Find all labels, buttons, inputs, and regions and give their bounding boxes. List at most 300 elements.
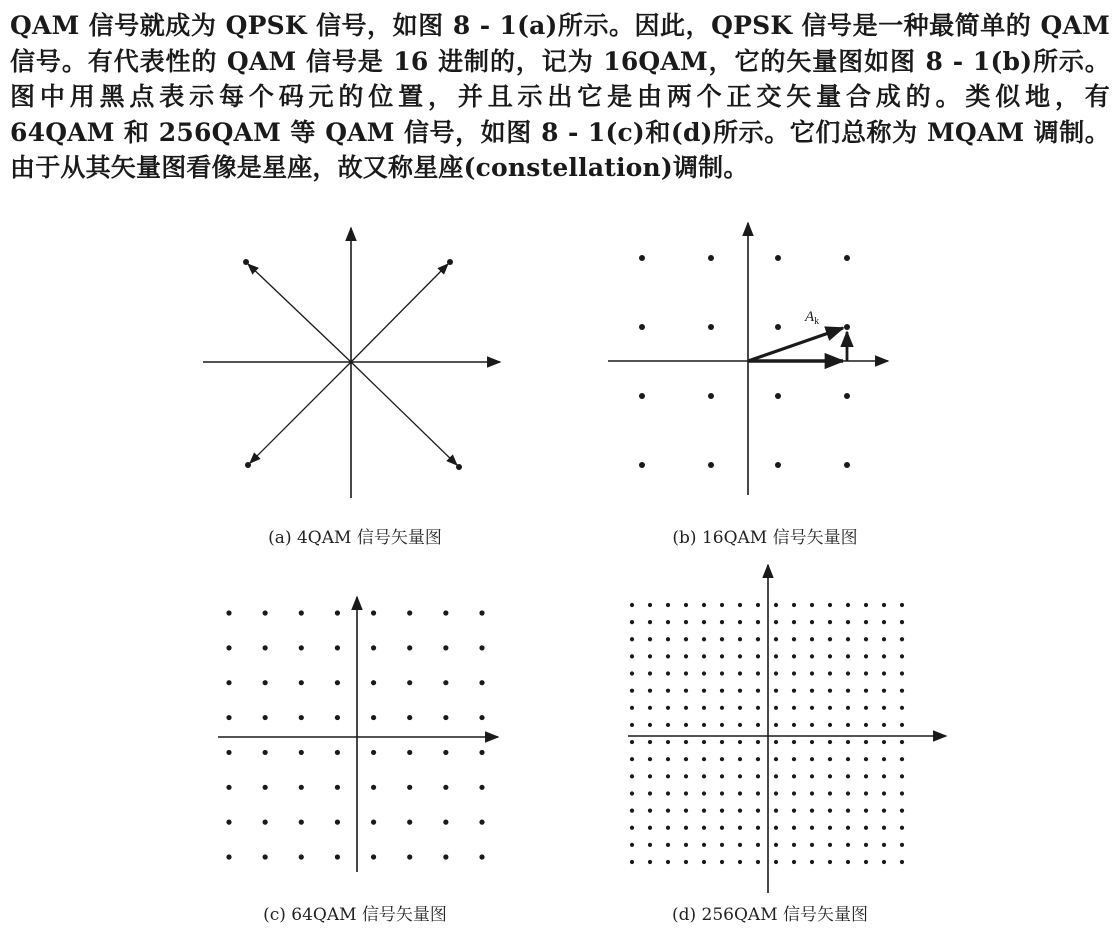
point: [684, 637, 688, 641]
point: [756, 826, 760, 830]
point: [900, 620, 904, 624]
point: [882, 740, 886, 744]
point: [810, 671, 814, 675]
point: [226, 610, 231, 615]
point: [738, 791, 742, 795]
point: [479, 715, 484, 720]
point: [828, 791, 832, 795]
point: [720, 671, 724, 675]
point: [756, 689, 760, 693]
point: [371, 785, 376, 790]
point: [684, 757, 688, 761]
point: [864, 791, 868, 795]
point: [666, 843, 670, 847]
point: [792, 637, 796, 641]
point: [864, 689, 868, 693]
point: [792, 791, 796, 795]
point: [900, 774, 904, 778]
point: [479, 820, 484, 825]
point: [846, 791, 850, 795]
point: [684, 826, 688, 830]
point: [774, 774, 778, 778]
point: [702, 826, 706, 830]
point: [648, 843, 652, 847]
point: [738, 843, 742, 847]
point: [792, 723, 796, 727]
point: [756, 671, 760, 675]
point: [630, 774, 634, 778]
point: [828, 774, 832, 778]
point: [648, 740, 652, 744]
point: [335, 854, 340, 859]
vector-2: [351, 264, 448, 362]
point: [864, 603, 868, 607]
point: [864, 740, 868, 744]
point: [810, 809, 814, 813]
point: [828, 826, 832, 830]
figure-16qam: [600, 220, 900, 505]
point: [720, 740, 724, 744]
point: [371, 820, 376, 825]
point: [226, 680, 231, 685]
point: [666, 637, 670, 641]
point: [864, 757, 868, 761]
point: [630, 740, 634, 744]
point: [846, 860, 850, 864]
point: [702, 671, 706, 675]
point: [846, 774, 850, 778]
point: [684, 689, 688, 693]
point: [846, 620, 850, 624]
point: [479, 750, 484, 755]
point: [900, 791, 904, 795]
text-line-2: 信号。有代表性的 QAM 信号是 16 进制的，记为 16QAM，它的矢量图如图 8 - 1(b)所示。: [10, 46, 1110, 76]
point: [720, 620, 724, 624]
point: [882, 757, 886, 761]
point: [882, 654, 886, 658]
point: [810, 637, 814, 641]
point: [774, 637, 778, 641]
point: [447, 259, 453, 265]
point: [882, 689, 886, 693]
point: [882, 620, 886, 624]
caption-d: (d) 256QAM 信号矢量图: [671, 905, 869, 925]
point: [720, 860, 724, 864]
point: [792, 826, 796, 830]
point: [666, 689, 670, 693]
point: [702, 654, 706, 658]
point: [738, 809, 742, 813]
point: [846, 843, 850, 847]
point: [648, 689, 652, 693]
figure-64qam: [210, 590, 510, 875]
point: [630, 860, 634, 864]
point: [443, 645, 448, 650]
point: [263, 820, 268, 825]
point: [810, 740, 814, 744]
point: [263, 645, 268, 650]
point: [738, 740, 742, 744]
point: [846, 637, 850, 641]
point: [810, 860, 814, 864]
point: [684, 809, 688, 813]
point: [774, 826, 778, 830]
point: [792, 843, 796, 847]
point: [666, 603, 670, 607]
point: [846, 706, 850, 710]
point: [738, 860, 742, 864]
point: [720, 603, 724, 607]
point: [882, 637, 886, 641]
text-line-3: 图中用黑点表示每个码元的位置，并且示出它是由两个正交矢量合成的。类似地，有: [10, 82, 1110, 111]
point: [756, 809, 760, 813]
point: [684, 774, 688, 778]
point: [900, 671, 904, 675]
point: [407, 785, 412, 790]
point: [792, 603, 796, 607]
point: [882, 826, 886, 830]
point: [684, 671, 688, 675]
point: [756, 791, 760, 795]
point: [864, 671, 868, 675]
point: [864, 637, 868, 641]
point: [828, 689, 832, 693]
point: [846, 826, 850, 830]
point: [864, 620, 868, 624]
point: [810, 723, 814, 727]
point: [371, 750, 376, 755]
point: [702, 809, 706, 813]
point: [648, 809, 652, 813]
point: [738, 603, 742, 607]
point: [648, 603, 652, 607]
point: [900, 603, 904, 607]
point: [443, 820, 448, 825]
point: [846, 723, 850, 727]
point: [864, 706, 868, 710]
point: [443, 680, 448, 685]
caption-b: (b) 16QAM 信号矢量图: [672, 528, 858, 548]
vector-ak: [748, 328, 843, 361]
point: [756, 757, 760, 761]
point: [810, 603, 814, 607]
figure-256qam: [620, 560, 955, 900]
point: [630, 757, 634, 761]
vector-3: [250, 362, 351, 463]
point: [371, 680, 376, 685]
point: [371, 715, 376, 720]
point: [828, 740, 832, 744]
point: [756, 740, 760, 744]
point: [882, 706, 886, 710]
constellation-256: [630, 603, 904, 864]
point: [407, 645, 412, 650]
point: [263, 680, 268, 685]
point: [371, 645, 376, 650]
point: [720, 723, 724, 727]
point: [666, 809, 670, 813]
point: [792, 620, 796, 624]
point: [630, 620, 634, 624]
point: [648, 791, 652, 795]
point: [666, 620, 670, 624]
point: [648, 723, 652, 727]
point: [756, 774, 760, 778]
point: [774, 671, 778, 675]
point: [371, 610, 376, 615]
point: [684, 740, 688, 744]
point: [828, 706, 832, 710]
point: [810, 689, 814, 693]
point: [756, 654, 760, 658]
point: [756, 723, 760, 727]
point: [810, 620, 814, 624]
point: [828, 637, 832, 641]
point: [335, 645, 340, 650]
point: [864, 809, 868, 813]
point: [702, 689, 706, 693]
point: [792, 809, 796, 813]
point: [846, 671, 850, 675]
point: [702, 740, 706, 744]
point: [720, 791, 724, 795]
point: [443, 785, 448, 790]
point: [882, 860, 886, 864]
vector-label: $A_k$: [805, 309, 820, 327]
point: [630, 654, 634, 658]
point: [900, 654, 904, 658]
point: [774, 689, 778, 693]
caption-c: (c) 64QAM 信号矢量图: [263, 905, 447, 925]
point: [443, 610, 448, 615]
point: [900, 826, 904, 830]
point: [299, 680, 304, 685]
point: [900, 740, 904, 744]
point: [666, 706, 670, 710]
point: [810, 654, 814, 658]
figure-4qam: [195, 225, 515, 505]
point: [226, 750, 231, 755]
point: [335, 680, 340, 685]
point: [756, 637, 760, 641]
point: [720, 843, 724, 847]
point: [684, 706, 688, 710]
point: [864, 826, 868, 830]
point: [720, 654, 724, 658]
point: [702, 637, 706, 641]
point: [702, 620, 706, 624]
point: [720, 706, 724, 710]
point: [720, 689, 724, 693]
point: [479, 785, 484, 790]
point: [774, 654, 778, 658]
point: [792, 706, 796, 710]
text-line-1: QAM 信号就成为 QPSK 信号，如图 8 - 1(a)所示。因此，QPSK 信号是一种最简单的 QAM: [10, 11, 1110, 40]
point: [335, 715, 340, 720]
point: [774, 809, 778, 813]
point: [630, 826, 634, 830]
point: [684, 791, 688, 795]
point: [684, 723, 688, 727]
point: [702, 706, 706, 710]
point: [648, 671, 652, 675]
point: [882, 671, 886, 675]
point: [810, 826, 814, 830]
point: [702, 774, 706, 778]
point: [702, 791, 706, 795]
point: [828, 843, 832, 847]
point: [810, 774, 814, 778]
point: [900, 637, 904, 641]
point: [335, 820, 340, 825]
point: [335, 750, 340, 755]
point: [702, 723, 706, 727]
point: [864, 723, 868, 727]
point: [666, 826, 670, 830]
point: [684, 654, 688, 658]
point: [648, 860, 652, 864]
point: [479, 680, 484, 685]
point: [243, 259, 249, 265]
point: [792, 774, 796, 778]
point: [263, 715, 268, 720]
text-line-4: 64QAM 和 256QAM 等 QAM 信号，如图 8 - 1(c)和(d)所示。它们总称为 MQAM 调制。: [10, 117, 1110, 147]
point: [648, 774, 652, 778]
point: [774, 603, 778, 607]
point: [828, 603, 832, 607]
point: [702, 843, 706, 847]
point: [666, 723, 670, 727]
point: [882, 809, 886, 813]
point: [774, 740, 778, 744]
point: [648, 637, 652, 641]
point: [846, 757, 850, 761]
point: [226, 820, 231, 825]
point: [864, 774, 868, 778]
vector-1: [248, 264, 351, 362]
point: [828, 809, 832, 813]
point: [720, 637, 724, 641]
point: [738, 706, 742, 710]
point: [738, 723, 742, 727]
point: [299, 610, 304, 615]
point: [684, 620, 688, 624]
point: [407, 854, 412, 859]
point: [738, 826, 742, 830]
point: [756, 620, 760, 624]
point: [828, 620, 832, 624]
point: [630, 791, 634, 795]
point: [630, 706, 634, 710]
point: [335, 785, 340, 790]
point: [630, 637, 634, 641]
point: [666, 791, 670, 795]
point: [407, 680, 412, 685]
point: [738, 637, 742, 641]
point: [299, 645, 304, 650]
point: [738, 620, 742, 624]
point: [792, 689, 796, 693]
point: [720, 826, 724, 830]
point: [828, 757, 832, 761]
point: [756, 706, 760, 710]
point: [846, 689, 850, 693]
point: [774, 706, 778, 710]
point: [864, 860, 868, 864]
point: [846, 603, 850, 607]
point: [648, 826, 652, 830]
point: [774, 791, 778, 795]
point: [828, 860, 832, 864]
point: [630, 671, 634, 675]
point: [299, 854, 304, 859]
point: [226, 715, 231, 720]
point: [263, 750, 268, 755]
point: [666, 774, 670, 778]
point: [756, 603, 760, 607]
point: [630, 689, 634, 693]
point: [335, 610, 340, 615]
point: [882, 843, 886, 847]
point: [900, 757, 904, 761]
point: [407, 715, 412, 720]
point: [666, 757, 670, 761]
point: [263, 854, 268, 859]
point: [882, 603, 886, 607]
point: [774, 757, 778, 761]
point: [864, 654, 868, 658]
point: [900, 843, 904, 847]
point: [810, 706, 814, 710]
point: [792, 757, 796, 761]
point: [443, 854, 448, 859]
point: [738, 689, 742, 693]
vector-4: [351, 362, 457, 465]
point: [900, 860, 904, 864]
point: [648, 757, 652, 761]
point: [702, 757, 706, 761]
point: [226, 785, 231, 790]
point: [846, 654, 850, 658]
point: [738, 757, 742, 761]
point: [720, 809, 724, 813]
point: [666, 860, 670, 864]
point: [702, 603, 706, 607]
point: [882, 723, 886, 727]
point: [774, 723, 778, 727]
point: [648, 620, 652, 624]
point: [684, 603, 688, 607]
point: [263, 785, 268, 790]
point: [756, 843, 760, 847]
point: [299, 750, 304, 755]
point: [226, 854, 231, 859]
point: [774, 843, 778, 847]
point: [846, 809, 850, 813]
point: [792, 671, 796, 675]
point: [630, 603, 634, 607]
point: [263, 610, 268, 615]
point: [299, 820, 304, 825]
point: [648, 654, 652, 658]
point: [900, 689, 904, 693]
text-line-5: 由于从其矢量图看像是星座，故又称星座(constellation)调制。: [10, 153, 749, 182]
point: [900, 809, 904, 813]
point: [666, 654, 670, 658]
point: [774, 620, 778, 624]
point: [774, 860, 778, 864]
point: [792, 654, 796, 658]
